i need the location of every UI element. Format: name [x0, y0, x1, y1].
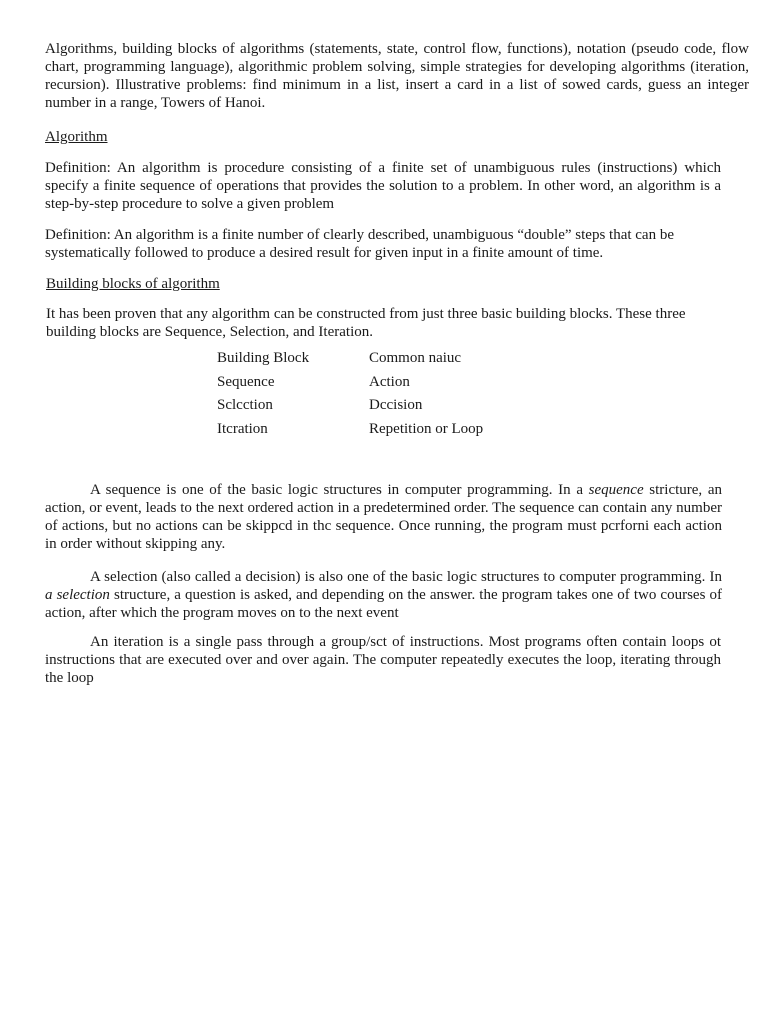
definition-paragraph-1: Definition: An algorithm is procedure consisting of a finite set of unambiguous rules (instructions) which specify a finite sequence of operations that provides the solution to a problem. In other word, an algorithm is a step-by-step procedure to solve a given problem	[45, 160, 721, 212]
table-cell: Repetition or Loop	[369, 420, 484, 437]
table-cell: Sequence	[217, 373, 275, 390]
sequence-text-end: stricture, an action, or event, leads to the next ordered action in a predetermined order. The sequence can contain any number of actions, but no actions can be skippcd in thc sequence. Once running, the program must pcrforni each action in order without skipping any.	[45, 482, 722, 552]
intro-paragraph: Algorithms, building blocks of algorithms (statements, state, control flow, functions), notation (pseudo code, flow chart, programming language), algorithmic problem solving, simple strategies for developing algorithms (iteration, recursion). Illustrative problems: find minimum in a list, insert a card in a list of sowed cards, guess an integer number in a range, Towers of Hanoi.	[45, 41, 749, 111]
table-row	[217, 374, 549, 398]
definition-paragraph-2: Definition: An algorithm is a finite number of clearly described, unambiguous “double” steps that can be systematically followed to produce a desired result for given input in a finite amount of time.	[45, 227, 674, 261]
table-row	[217, 397, 549, 421]
table-cell: Sclcction	[217, 397, 273, 413]
selection-paragraph	[45, 568, 722, 622]
building-blocks-table	[217, 350, 549, 444]
building-blocks-intro: It has been proven that any algorithm can be constructed from just three basic building blocks. These three building blocks are Sequence, Selection, and Iteration.	[46, 306, 686, 340]
table-cell: Action	[369, 373, 410, 390]
iteration-paragraph: An iteration is a single pass through a group/sct of instructions. Most programs often contain loops ot instructions that are executed over and over again. The computer repeatedly executes the loop, iterating through the loop	[45, 634, 721, 686]
sequence-paragraph	[45, 481, 722, 553]
table-cell: Dccision	[369, 397, 423, 413]
sequence-text-start: A sequence is one of the basic logic structures in computer programming. In a	[90, 482, 589, 498]
table-cell: Itcration	[217, 420, 268, 437]
sequence-emphasis: sequence	[588, 482, 644, 498]
table-header-row	[217, 350, 549, 374]
selection-text-start: A selection (also called a decision) is also one of the basic logic structures to computer programming. In	[90, 569, 722, 585]
table-header-cell: Building Block	[217, 350, 310, 366]
table-row	[217, 421, 549, 445]
building-blocks-heading: Building blocks of algorithm	[46, 276, 220, 292]
algorithm-heading: Algorithm	[45, 129, 108, 145]
table-header-cell: Common naiuc	[369, 350, 462, 366]
selection-text-end: structure, a question is asked, and depending on the answer. the program takes one of two courses of action, after which the program moves on to the next event	[45, 587, 722, 621]
selection-emphasis: a selection	[45, 587, 110, 603]
